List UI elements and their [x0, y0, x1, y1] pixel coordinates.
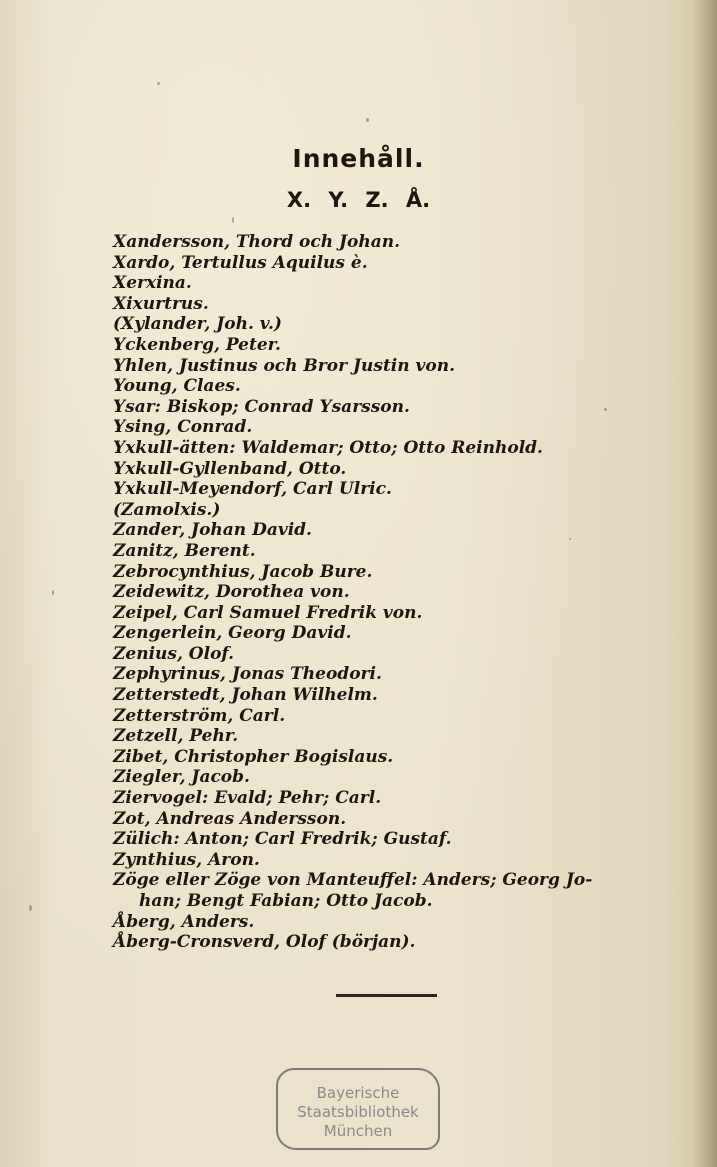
stamp-line: Staatsbibliothek — [297, 1103, 419, 1121]
index-entry-line: Zöge eller Zöge von Manteuffel: Anders; Georg Jo- — [113, 870, 593, 891]
index-entry: Xardo, Tertullus Aquilus è. — [113, 252, 368, 273]
index-entry: Zetterström, Carl. — [113, 705, 286, 726]
paper-speck — [29, 905, 32, 911]
paper-speck — [604, 408, 607, 411]
index-entry: Yxkull-Gyllenband, Otto. — [113, 458, 347, 479]
index-entry: Zanitz, Berent. — [113, 540, 256, 561]
index-entry: Xandersson, Thord och Johan. — [113, 232, 401, 252]
index-entry: Zeidewitz, Dorothea von. — [113, 582, 350, 603]
index-entry: Yhlen, Justinus och Bror Justin von. — [113, 355, 456, 376]
index-entry: Zülich: Anton; Carl Fredrik; Gustaf. — [113, 829, 452, 850]
section-letters: X. Y. Z. Å. — [286, 188, 431, 212]
index-entry: Åberg-Cronsverd, Olof (början). — [113, 932, 416, 953]
index-entry: Zebrocynthius, Jacob Bure. — [113, 561, 373, 582]
paper-speck — [366, 118, 369, 122]
index-entry: Yckenberg, Peter. — [113, 334, 281, 355]
page-title: Innehåll. — [292, 144, 425, 173]
index-entry: Xerxina. — [113, 273, 192, 294]
stamp-line: München — [323, 1122, 393, 1140]
index-entry: Zibet, Christopher Bogislaus. — [113, 746, 394, 767]
index-entry: Zetzell, Pehr. — [113, 726, 239, 747]
index-entry: Yxkull-ätten: Waldemar; Otto; Otto Reinhold. — [113, 437, 543, 458]
paper-speck — [569, 538, 571, 540]
paper-speck — [232, 217, 234, 223]
index-entry: Young, Claes. — [113, 376, 241, 397]
index-entry: Zynthius, Aron. — [113, 849, 260, 870]
index-entry: Ziegler, Jacob. — [113, 767, 250, 788]
index-entry: Zephyrinus, Jonas Theodori. — [113, 664, 382, 685]
index-entry: Ziervogel: Evald; Pehr; Carl. — [113, 788, 382, 809]
index-entry: Zeipel, Carl Samuel Fredrik von. — [113, 602, 423, 623]
stamp-line: Bayerische — [316, 1084, 400, 1102]
index-entry-continuation: han; Bengt Fabian; Otto Jacob. — [139, 891, 433, 911]
index-entry: Åberg, Anders. — [113, 911, 255, 932]
index-entry: Zengerlein, Georg David. — [113, 623, 352, 644]
index-entry: Ysing, Conrad. — [113, 417, 253, 438]
index-entry: (Xylander, Joh. v.) — [113, 314, 282, 335]
index-entry: Zot, Andreas Andersson. — [113, 808, 347, 829]
index-entry: (Zamolxis.) — [113, 499, 221, 520]
index-entry: Xixurtrus. — [113, 293, 209, 314]
paper-speck — [157, 82, 160, 85]
index-entry: Zenius, Olof. — [113, 643, 235, 664]
paper-speck — [52, 590, 54, 595]
library-stamp — [276, 1068, 440, 1150]
index-entry-wrapped — [113, 870, 658, 911]
index-entry: Zander, Johan David. — [113, 520, 312, 541]
index-entry: Zetterstedt, Johan Wilhelm. — [113, 685, 378, 706]
index-list — [113, 232, 673, 953]
end-rule — [336, 994, 437, 997]
index-entry: Yxkull-Meyendorf, Carl Ulric. — [113, 479, 392, 500]
index-entry: Ysar: Biskop; Conrad Ysarsson. — [113, 396, 410, 417]
page-edge-shadow — [691, 0, 717, 1167]
